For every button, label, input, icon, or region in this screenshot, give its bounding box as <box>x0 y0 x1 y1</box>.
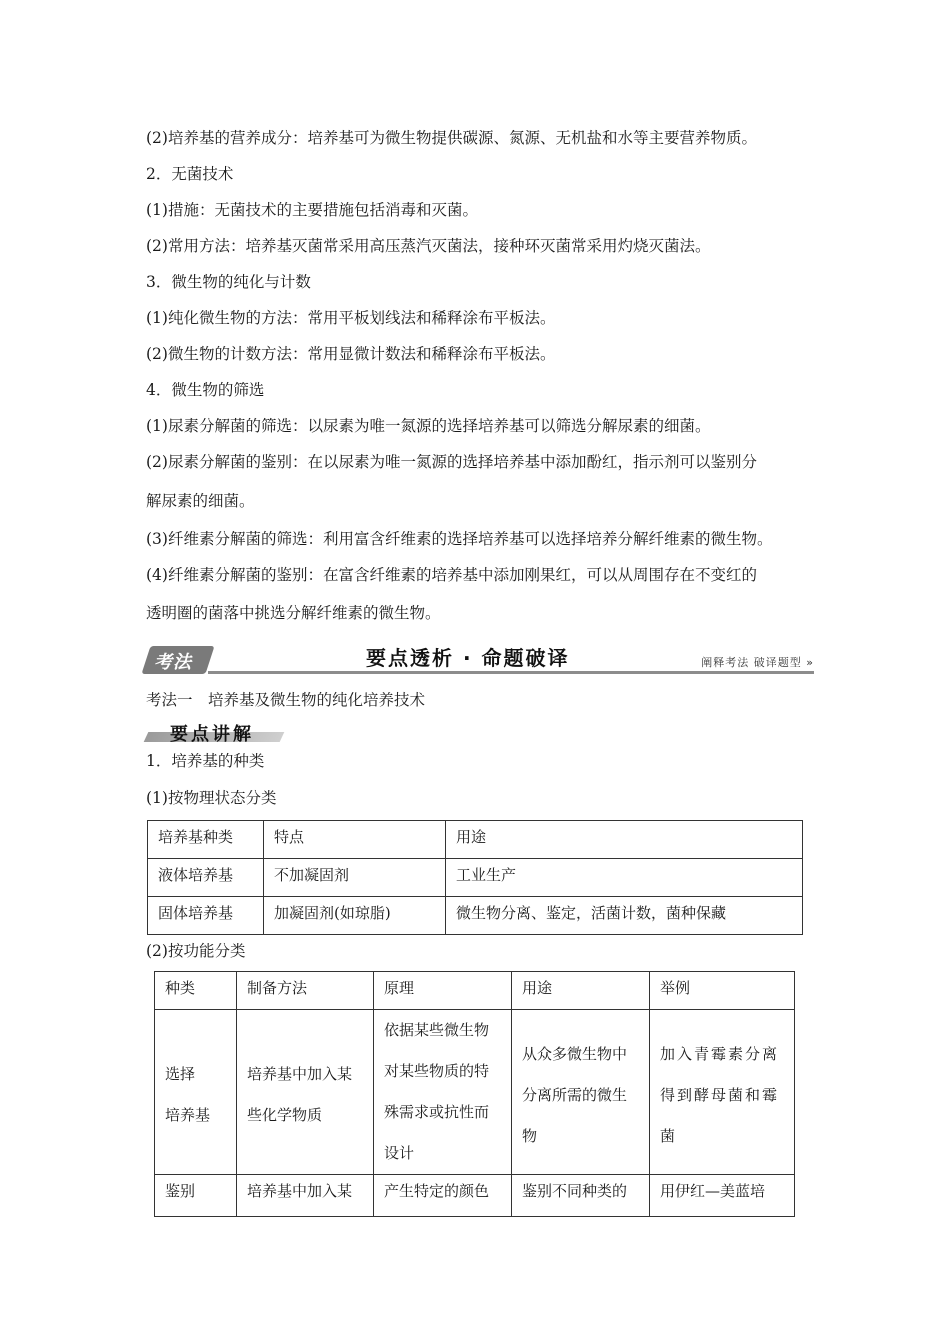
table-header-cell <box>650 972 795 1010</box>
cell-line: 培养基中加入某 <box>247 1065 353 1083</box>
function-table <box>154 971 795 1217</box>
table-cell: 不加凝固剂 <box>264 859 446 897</box>
table-cell: 产生特定的颜色 <box>374 1175 512 1217</box>
paragraph-counting: (2)微生物的计数方法：常用显微计数法和稀释涂布平板法。 <box>146 345 556 363</box>
banner-tag: 考法 <box>154 652 192 673</box>
cell-line: 菌 <box>660 1126 678 1145</box>
table-header-row <box>155 972 795 1010</box>
table-cell <box>374 1010 512 1175</box>
header-text: 制备方法 <box>247 979 308 997</box>
table-header-cell <box>155 972 237 1010</box>
cell-line: 依据某些微生物 <box>384 1021 490 1039</box>
physical-state-table <box>147 820 803 935</box>
paragraph-urea-identification: (2)尿素分解菌的鉴别：在以尿素为唯一氮源的选择培养基中添加酚红，指示剂可以鉴别分 <box>146 453 757 471</box>
paragraph-cellulose-identification-cont: 透明圈的菌落中挑选分解纤维素的微生物。 <box>146 604 441 622</box>
cell-line: 加入青霉素分离 <box>660 1044 780 1063</box>
banner-divider <box>208 671 814 674</box>
paragraph-purification: (1)纯化微生物的方法：常用平板划线法和稀释涂布平板法。 <box>146 309 556 327</box>
heading-function: (2)按功能分类 <box>146 942 246 960</box>
section-heading: 考法一 培养基及微生物的纯化培养技术 <box>146 691 426 709</box>
table-header-cell: 特点 <box>264 821 446 859</box>
heading-sterile-technique: 2．无菌技术 <box>146 165 234 183</box>
paragraph-common-methods: (2)常用方法：培养基灭菌常采用高压蒸汽灭菌法，接种环灭菌常采用灼烧灭菌法。 <box>146 237 711 255</box>
table-row <box>148 897 803 935</box>
paragraph-measures: (1)措施：无菌技术的主要措施包括消毒和灭菌。 <box>146 201 478 219</box>
table-header-cell <box>512 972 650 1010</box>
paragraph-urea-identification-cont: 解尿素的细菌。 <box>146 492 255 510</box>
table-header-cell: 用途 <box>446 821 803 859</box>
header-text: 种类 <box>165 979 196 997</box>
section-banner <box>146 640 814 678</box>
header-text: 举例 <box>660 979 691 997</box>
table-cell: 液体培养基 <box>148 859 264 897</box>
cell-line: 分离所需的微生 <box>522 1085 628 1104</box>
table-row <box>155 1010 795 1175</box>
table-cell: 用伊红—美蓝培 <box>650 1175 795 1217</box>
heading-physical-state: (1)按物理状态分类 <box>146 789 277 807</box>
subsection-label <box>146 720 282 744</box>
table-header-cell <box>374 972 512 1010</box>
table-cell <box>512 1010 650 1175</box>
table-cell: 鉴别 <box>155 1175 237 1217</box>
table-cell: 培养基中加入某 <box>237 1175 374 1217</box>
cell-line: 设计 <box>384 1144 415 1162</box>
paragraph-nutrients: (2)培养基的营养成分：培养基可为微生物提供碳源、氮源、无机盐和水等主要营养物质。 <box>146 129 757 147</box>
cell-line: 从众多微生物中 <box>522 1044 628 1063</box>
cell-line: 些化学物质 <box>247 1106 323 1124</box>
table-row <box>155 1175 795 1217</box>
subsection-label-text: 要点讲解 <box>170 724 254 745</box>
cell-line: 殊需求或抗性而 <box>384 1103 490 1121</box>
table-cell: 工业生产 <box>446 859 803 897</box>
cell-line: 选择 <box>165 1065 196 1083</box>
heading-screening: 4．微生物的筛选 <box>146 381 265 399</box>
cell-line: 得到酵母菌和霉 <box>660 1085 780 1104</box>
paragraph-urea-screening: (1)尿素分解菌的筛选：以尿素为唯一氮源的选择培养基可以筛选分解尿素的细菌。 <box>146 417 711 435</box>
banner-subtitle: 阐释考法 破译题型 » <box>701 656 814 669</box>
paragraph-cellulose-screening: (3)纤维素分解菌的筛选：利用富含纤维素的选择培养基可以选择培养分解纤维素的微生物。 <box>146 530 773 548</box>
heading-purification-counting: 3．微生物的纯化与计数 <box>146 273 311 291</box>
table-cell: 固体培养基 <box>148 897 264 935</box>
table-header-cell: 培养基种类 <box>148 821 264 859</box>
paragraph-cellulose-identification: (4)纤维素分解菌的鉴别：在富含纤维素的培养基中添加刚果红，可以从周围存在不变红的 <box>146 566 757 584</box>
table-header-row <box>148 821 803 859</box>
table-cell: 微生物分离、鉴定，活菌计数，菌种保藏 <box>446 897 803 935</box>
cell-line: 对某些物质的特 <box>384 1062 490 1080</box>
table-header-cell <box>237 972 374 1010</box>
header-text: 用途 <box>522 979 553 997</box>
table-cell <box>155 1010 237 1175</box>
cell-line: 培养基 <box>165 1106 211 1124</box>
banner-title: 要点透析 · 命题破译 <box>366 646 570 670</box>
table-cell <box>650 1010 795 1175</box>
table-cell: 加凝固剂(如琼脂) <box>264 897 446 935</box>
table-row <box>148 859 803 897</box>
cell-line: 物 <box>522 1126 538 1145</box>
header-text: 原理 <box>384 979 415 997</box>
heading-medium-types: 1．培养基的种类 <box>146 752 265 770</box>
table-cell <box>237 1010 374 1175</box>
table-cell: 鉴别不同种类的 <box>512 1175 650 1217</box>
